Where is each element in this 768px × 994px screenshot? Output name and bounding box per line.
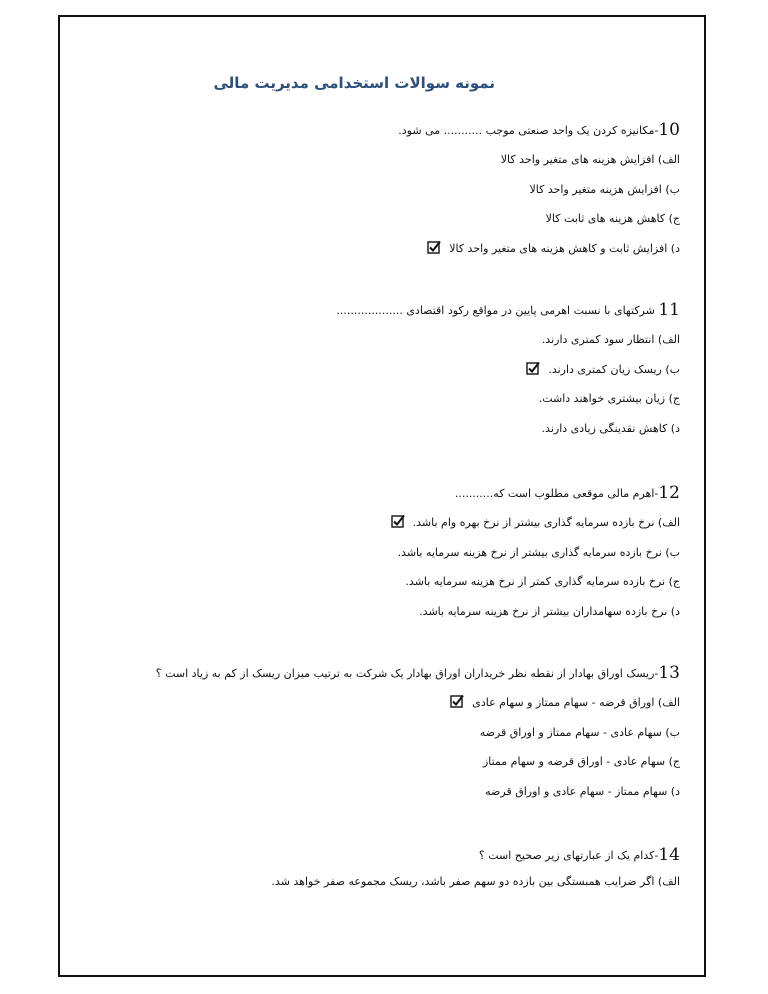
question-11: [336, 300, 680, 321]
question-number: 11: [658, 300, 680, 320]
question-text: -ریسک اوراق بهادار از نقطه نظر خریداران اوراق بهادار یک شرکت به ترتیب میزان ریسک از کم به زیاد است ؟: [155, 667, 659, 680]
answer-option-label: د) افزایش ثابت و کاهش هزینه های متغیر واحد کالا: [449, 242, 680, 255]
answer-option-label: ج) زیان بیشتری خواهند داشت.: [538, 392, 680, 405]
answer-option-label: الف) اوراق قرضه - سهام ممتاز و سهام عادی: [472, 696, 680, 709]
question-number: 13: [658, 663, 680, 683]
answer-option: [480, 723, 680, 743]
answer-option: [485, 782, 680, 802]
answer-option-label: د) کاهش نقدینگی زیادی دارند.: [541, 422, 680, 435]
question-text: -مکانیزه کردن یک واحد صنعتی موجب ........... می شود.: [398, 124, 659, 137]
answer-option: [529, 180, 680, 200]
answer-option: [405, 572, 680, 592]
answer-option: [526, 360, 680, 380]
question-text: شرکتهای با نسبت اهرمی پایین در مواقع رکود اقتصادی ...................: [336, 304, 659, 317]
answer-option: [419, 602, 680, 622]
answer-option-label: ب) سهام عادی - سهام ممتاز و اوراق قرضه: [479, 726, 680, 739]
answer-option: [398, 543, 680, 563]
checkmark-box-icon: [450, 694, 464, 708]
answer-option: [391, 513, 680, 533]
document-title: نمونه سوالات استخدامی مدیریت مالی: [213, 74, 495, 92]
answer-option-label: الف) اگر ضرایب همبستگی بین بازده دو سهم صفر باشد، ریسک مجموعه صفر خواهد شد.: [271, 875, 680, 888]
answer-option-label: د) نرخ بازده سهامداران بیشتر از نرخ هزینه سرمایه باشد.: [419, 605, 680, 618]
answer-option-label: ب) ریسک زیان کمتری دارند.: [548, 363, 680, 376]
question-12: [455, 483, 680, 504]
answer-option: [483, 752, 680, 772]
answer-option: [450, 693, 680, 713]
checkmark-box-icon: [391, 514, 405, 528]
checkmark-box-icon: [427, 240, 441, 254]
answer-option-label: الف) افزایش هزینه های متغیر واحد کالا: [500, 153, 680, 166]
answer-option: [542, 419, 680, 439]
question-text: -کدام یک از عبارتهای زیر صحیح است ؟: [478, 849, 659, 862]
answer-option-label: ب) افزایش هزینه متغیر واحد کالا: [529, 183, 680, 196]
answer-option-label: ج) کاهش هزینه های ثابت کالا: [545, 212, 680, 225]
answer-option-label: الف) نرخ بازده سرمایه گذاری بیشتر از نرخ بهره وام باشد.: [412, 516, 680, 529]
question-number: 14: [658, 845, 680, 865]
answer-option-label: ج) سهام عادی - اوراق قرضه و سهام ممتاز: [482, 755, 680, 768]
answer-option-label: ب) نرخ بازده سرمایه گذاری بیشتر از نرخ هزینه سرمایه باشد.: [397, 546, 680, 559]
answer-option: [542, 330, 680, 350]
answer-option: [501, 150, 680, 170]
question-text: -اهرم مالی موقعی مطلوب است که...........: [454, 487, 659, 500]
answer-option-label: ج) نرخ بازده سرمایه گذاری کمتر از نرخ هزینه سرمایه باشد.: [405, 575, 680, 588]
question-number: 12: [658, 483, 680, 503]
question-10: [398, 120, 680, 141]
answer-option-label: الف) انتظار سود کمتری دارند.: [541, 333, 680, 346]
answer-option: [427, 239, 680, 259]
question-13: [156, 663, 680, 684]
question-14: [479, 845, 680, 866]
answer-option: [539, 389, 680, 409]
answer-option: [546, 209, 680, 229]
checkmark-box-icon: [526, 361, 540, 375]
answer-option: [271, 872, 680, 892]
question-number: 10: [658, 120, 680, 140]
answer-option-label: د) سهام ممتاز - سهام عادی و اوراق قرضه: [485, 785, 680, 798]
